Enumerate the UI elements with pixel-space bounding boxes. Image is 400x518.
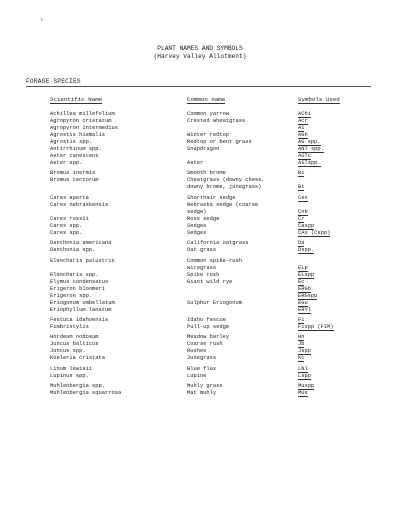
symbol-code: Jb xyxy=(298,341,305,348)
table-row xyxy=(0,324,400,331)
symbol-code: ERGspp xyxy=(298,292,318,299)
symbol-code: Ec xyxy=(298,278,305,285)
scientific-name: Danthonia americana xyxy=(50,240,112,247)
table-row xyxy=(0,160,400,167)
header-symbol: Symbols Used xyxy=(298,96,340,103)
scientific-name: Carex aperta xyxy=(50,194,89,201)
common-name: Common yarrow xyxy=(187,111,230,117)
scientific-name: Hordeum nodosum xyxy=(50,334,99,341)
table-row xyxy=(0,307,400,314)
scientific-name: Agrostis spp. xyxy=(50,139,93,145)
table-row xyxy=(0,334,400,341)
common-name: Aster xyxy=(187,160,204,166)
symbol-code: ERGb xyxy=(298,285,311,292)
table-row xyxy=(0,300,400,307)
common-name: Cheatgrass (downy chess, xyxy=(187,177,265,184)
symbol-code: ELp xyxy=(298,264,308,271)
symbol-code: Da xyxy=(298,240,305,247)
symbol-code: Muspp xyxy=(298,383,315,390)
symbol-code: Fi xyxy=(298,316,305,323)
common-name: Nebraska sedge (coarse xyxy=(187,201,259,208)
table-row xyxy=(0,184,400,191)
symbol-code: Caspp xyxy=(298,222,315,229)
table-row xyxy=(0,348,400,355)
scientific-name: Aster canescens xyxy=(50,153,99,159)
common-name: Mat muhly xyxy=(187,390,217,397)
table-row xyxy=(0,240,400,247)
common-name: California oatgrass xyxy=(187,240,249,247)
scientific-name: Linum lewisii xyxy=(50,365,93,372)
scientific-name: Muhlenbergia spp. xyxy=(50,383,105,390)
header-scientific: Scientific Name xyxy=(50,96,103,103)
table-row xyxy=(0,279,400,286)
common-name: Giant wild rye xyxy=(187,278,233,285)
table-row xyxy=(0,153,400,160)
scientific-name: Lupinus spp. xyxy=(50,372,89,379)
table-row xyxy=(0,272,400,279)
table-row xyxy=(0,118,400,125)
scientific-name: Eleocharis spp. xyxy=(50,271,99,278)
document-subtitle: (Harvey Valley Allotment) xyxy=(153,53,247,60)
common-name: Redtop or bent grass xyxy=(187,139,252,145)
symbol-code: ERYl xyxy=(298,306,311,313)
table-row xyxy=(0,390,400,397)
symbol-code: Bt xyxy=(298,184,305,191)
common-name: Rushes xyxy=(187,348,207,355)
scientific-name: Juncus spp. xyxy=(50,348,86,355)
scientific-name: Carex nebraskensis xyxy=(50,201,109,208)
common-name: Spike rush xyxy=(187,271,220,278)
symbol-code: LNl xyxy=(298,365,308,372)
common-name: Lupine xyxy=(187,372,207,379)
header-common: Common name xyxy=(187,96,226,103)
table-row xyxy=(0,177,400,184)
symbol-code: Lspp xyxy=(298,372,311,379)
table-row xyxy=(0,247,400,254)
scientific-name: Achillea millefolium xyxy=(50,111,115,117)
symbol-code: AGh xyxy=(298,132,308,138)
species-table xyxy=(0,111,400,397)
common-name: Sedges xyxy=(187,222,207,229)
common-name: Ross sedge xyxy=(187,215,220,222)
scientific-name: Elymus condensatus xyxy=(50,278,109,285)
symbol-code: EGu xyxy=(298,299,308,306)
scientific-name: Juncus balticus xyxy=(50,341,99,348)
scientific-name: Agrostis hiemalis xyxy=(50,132,105,138)
symbol-code: Acr xyxy=(298,118,308,124)
common-name: Sulphur Eriogonum xyxy=(187,299,242,306)
scientific-name: Eriogonum umbellatum xyxy=(50,299,115,306)
scientific-name: Bromus inermis xyxy=(50,170,96,177)
scientific-name: Carex rossii xyxy=(50,215,89,222)
table-row xyxy=(0,146,400,153)
scientific-name: Carex spp. xyxy=(50,222,83,229)
scientific-name: Antirrhinum spp. xyxy=(50,146,102,152)
table-row xyxy=(0,366,400,373)
scientific-name: Agropyron intermedius xyxy=(50,125,118,131)
common-name: Shorthair sedge xyxy=(187,194,236,201)
table-row xyxy=(0,125,400,132)
common-name: wiregrass xyxy=(187,264,217,271)
document-title: PLANT NAMES AND SYMBOLS xyxy=(157,45,243,52)
table-row xyxy=(0,341,400,348)
table-row xyxy=(0,209,400,216)
common-name: downy brome, junegrass) xyxy=(187,184,262,191)
scientific-name: Carex spp. xyxy=(50,229,83,236)
table-row xyxy=(0,317,400,324)
symbol-code: ASTspp. xyxy=(298,160,321,166)
scientific-name: Fimbristylis xyxy=(50,323,89,330)
symbol-code: Kc xyxy=(298,355,305,362)
scientific-name: Agropyron cristatum xyxy=(50,118,112,124)
symbol-code: CAx (Cspp) xyxy=(298,229,331,236)
symbol-code: ANT spp. xyxy=(298,146,324,152)
common-name: Muhly grass xyxy=(187,383,223,390)
common-name: Idaho fescue xyxy=(187,316,226,323)
common-name: Junegrass xyxy=(187,355,217,362)
table-row xyxy=(0,216,400,223)
symbol-code: Dspp. xyxy=(298,247,315,254)
symbol-code: ELspp xyxy=(298,271,315,278)
scientific-name: Erigeron bloomeri xyxy=(50,285,105,292)
symbol-code: Hn xyxy=(298,334,305,341)
scientific-name: Bromus tectorum xyxy=(50,177,99,184)
section-divider xyxy=(26,86,371,87)
scientific-name: Eleocharis palustris xyxy=(50,257,115,264)
common-name: Pull-up sedge xyxy=(187,323,230,330)
scientific-name: Eriophyllum lanatum xyxy=(50,306,112,313)
table-row xyxy=(0,383,400,390)
scientific-name: Koeleria cristata xyxy=(50,355,105,362)
common-name: Meadow barley xyxy=(187,334,230,341)
scientific-name: Erigeron spp. xyxy=(50,292,93,299)
symbol-code: Cnb xyxy=(298,208,308,215)
common-name: Crested wheatgrass xyxy=(187,118,246,124)
table-row xyxy=(0,195,400,202)
common-name: Snapdragon xyxy=(187,146,220,152)
scientific-name: Muhlenbergia squarrosa xyxy=(50,390,122,397)
common-name: Coarse rush xyxy=(187,341,223,348)
common-name: Common spike-rush xyxy=(187,257,242,264)
symbol-code: Cex xyxy=(298,194,308,201)
common-name: Winter redtop xyxy=(187,132,230,138)
symbol-code: Fispp (FIM) xyxy=(298,323,334,330)
symbol-code: AG spp. xyxy=(298,139,321,145)
scientific-name: Festuca idahoensis xyxy=(50,316,109,323)
section-label: FORAGE SPECIES xyxy=(26,78,81,85)
symbol-code: Bi xyxy=(298,170,305,177)
table-row xyxy=(0,355,400,362)
symbol-code: Cr xyxy=(298,215,305,222)
scientific-name: Danthonia spp. xyxy=(50,247,96,254)
symbol-code: MUs xyxy=(298,390,308,397)
table-row xyxy=(0,139,400,146)
common-name: Smooth brome xyxy=(187,170,226,177)
table-row xyxy=(0,373,400,380)
table-row xyxy=(0,286,400,293)
table-row xyxy=(0,202,400,209)
common-name: sedge) xyxy=(187,208,207,215)
table-row xyxy=(0,170,400,177)
symbol-code: AChi xyxy=(298,111,311,117)
common-name: Sedges xyxy=(187,229,207,236)
corner-mark: s xyxy=(40,16,44,23)
common-name: Oat grass xyxy=(187,247,217,254)
common-name: Blue flax xyxy=(187,365,217,372)
table-row xyxy=(0,230,400,237)
table-row xyxy=(0,111,400,118)
table-row xyxy=(0,293,400,300)
table-row xyxy=(0,265,400,272)
symbol-code: Jspp xyxy=(298,348,311,355)
table-row xyxy=(0,258,400,265)
table-row xyxy=(0,223,400,230)
table-row xyxy=(0,132,400,139)
symbol-code: ASTc xyxy=(298,153,311,159)
symbol-code: Ai xyxy=(298,125,305,131)
scientific-name: Aster spp. xyxy=(50,160,83,166)
